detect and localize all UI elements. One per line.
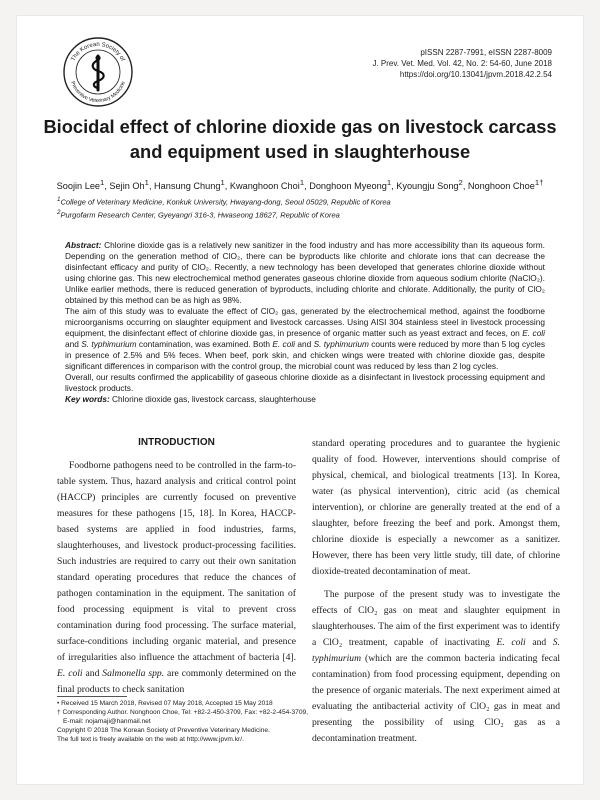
footnote-divider bbox=[57, 696, 127, 697]
author: Sejin Oh bbox=[109, 181, 145, 192]
svg-text:Preventive Veterinary Medicine: Preventive Veterinary Medicine bbox=[69, 80, 127, 105]
svg-text:The Korean Society of: The Korean Society of bbox=[70, 42, 126, 63]
body-column-right bbox=[312, 436, 560, 747]
affiliations bbox=[57, 195, 391, 220]
author-list: Soojin Lee$^1$, Sejin Oh$^1$, Hansung Chung$^1$, Kwanghoon Choi$^1$, Donghoon Myeong$^1$, Kyoungju Song$^2$, Nonghoon Choe$^{1\dagger}$ bbox=[56, 178, 544, 192]
abstract-paragraph: Overall, our results confirmed the applicability of gaseous chlorine dioxide as a disinfectant in livestock processing equipment and livestock products. bbox=[65, 372, 545, 393]
society-seal-logo bbox=[62, 36, 134, 108]
footnotes bbox=[57, 699, 307, 744]
copyright: Copyright © 2018 The Korean Society of Preventive Veterinary Medicine. bbox=[57, 727, 270, 734]
keywords: Key words: Chlorine dioxide gas, livestock carcass, slaughterhouse bbox=[65, 394, 316, 404]
corresponding-author: † Corresponding Author. Nonghoon Choe, Tel: +82-2-450-3709, Fax: +82-2-454-3709, bbox=[57, 709, 308, 716]
author: Kwanghoon Choi bbox=[229, 181, 300, 192]
body-paragraph-continued: standard operating procedures and to guarantee the hygienic quality of food. However, interventions should comprise of physical, chemical, and biological treatments [13]. In Korea, water (as physical intervention), citric acid (as chemical intervention), or chlorine are generally treated at the end of a slaughter, before freezing the beef and pork. Amongst them, chlorine dioxide is especially a newcomer as a sanitizer. However, there has been very little study, till date, of chlorine dioxide-treated decontamination of meat. bbox=[312, 438, 560, 577]
author: Nonghoon Choe bbox=[467, 181, 535, 192]
author: Soojin Lee bbox=[56, 181, 101, 192]
access-note: The full text is freely available on the web at http://www.jpvm.kr/. bbox=[57, 736, 244, 743]
doi-link[interactable]: https://doi.org/10.13041/jpvm.2018.42.2.54 bbox=[399, 70, 552, 79]
journal-meta bbox=[372, 47, 552, 80]
author: Kyoungju Song bbox=[396, 181, 459, 192]
paper-page bbox=[17, 16, 583, 784]
citation: J. Prev. Vet. Med. Vol. 42, No. 2: 54-60, June 2018 bbox=[372, 59, 552, 68]
issn: pISSN 2287-7991, eISSN 2287-8009 bbox=[420, 48, 552, 57]
email[interactable]: E-mail: nojamaji@hanmail.net bbox=[63, 718, 151, 725]
body-paragraph: Foodborne pathogens need to be controlled in the farm-to-table system. Thus, hazard analysis and critical control point (HACCP) principles are currently focused on preventive measures for these pathogens [15, 18]. In Korea, HACCP-based systems are applied in food industries, farms, slaughterhouses, and livestock product-processing facilities. Such industries are required to carry out their own sanitation standard operating procedures that reduce the chances of pathogen contamination in the equipment. The sanitation of food processing equipment is vital to prevent cross contamination during food processing. The surface material, surface-conditions including organic material, and presence of irregularities also influence the attachment of bacteria [4]. E. coli and Salmonella spp. are commonly determined on the final products to check sanitation bbox=[57, 460, 296, 695]
author: Hansung Chung bbox=[154, 181, 221, 192]
received-dates: • Received 15 March 2018, Revised 07 May 2018, Accepted 15 May 2018 bbox=[57, 700, 273, 707]
section-heading-introduction: INTRODUCTION bbox=[138, 437, 215, 448]
affiliation: $^1$College of Veterinary Medicine, Konkuk University, Hwayang-dong, Seoul 05029, Republic of Korea bbox=[57, 196, 391, 207]
body-paragraph: The purpose of the present study was to investigate the effects of ClO₂ gas on meat and slaughter equipment in slaughterhouses. The aim of the first experiment was to identify a ClO₂ treatment, capable of inactivating E. coli and S. typhimurium (which are the common bacteria indicating fecal contamination) from food processing equipment, depending on the presence of organic materials. The next experiment aimed at evaluating the antibacterial activity of ClO₂ gas in meat and presenting the possibility of using ClO₂ gas as a decontamination treatment. bbox=[312, 589, 560, 744]
keywords-label: Key words: bbox=[65, 394, 110, 404]
abstract-label: Abstract: bbox=[65, 240, 102, 250]
body-column-left bbox=[57, 458, 296, 698]
abstract bbox=[65, 240, 545, 405]
affiliation: $^2$Purgofarm Research Center, Gyeyangri 316-3, Hwaseong 18627, Republic of Korea bbox=[57, 208, 340, 219]
abstract-paragraph: The aim of this study was to evaluate the effect of ClO₂ gas, generated by the electrochemical method, against the foodborne microorganisms occurring on slaughter equipment and livestock carcasses. Using AISI 304 stainless steel in livestock processing equipment, the disinfectant effect of chlorine dioxide gas, in presence of organic matter such as yeast extract and feces, on E. coli and S. typhimurium contamination, was examined. Both E. coli and S. typhimurium counts were reduced by more than 5 log cycles in presence of 2.5% and 5% feces. When beef, pork skin, and chicken wings were treated with chlorine dioxide gas, despite significant differences in comparison with the control group, the microbial count was reduced by less than 2 log cycles. bbox=[65, 306, 546, 371]
author: Donghoon Myeong bbox=[309, 181, 387, 192]
paper-title: Biocidal effect of chlorine dioxide gas on livestock carcass and equipment used in slaughterhouse bbox=[43, 116, 557, 162]
abstract-paragraph: Abstract: Chlorine dioxide gas is a relatively new sanitizer in the food industry and has more accessibility than its aqueous form. Depending on the generation method of ClO₂, there can be byproducts like chlorite and chlorate ions that can decrease the disinfectant efficacy and purity of ClO₂. Recently, a new technology has been developed that generates chlorine dioxide without using chlorine gas. This new electrochemical method generates gaseous chlorine dioxide from aqueous sodium chlorite (NaClO₂). Unlike earlier methods, there is reduced generation of byproducts, including chlorite and chlorate. Additionally, the purity of ClO₂ obtained by this method can be as high as 98%. bbox=[65, 240, 545, 305]
